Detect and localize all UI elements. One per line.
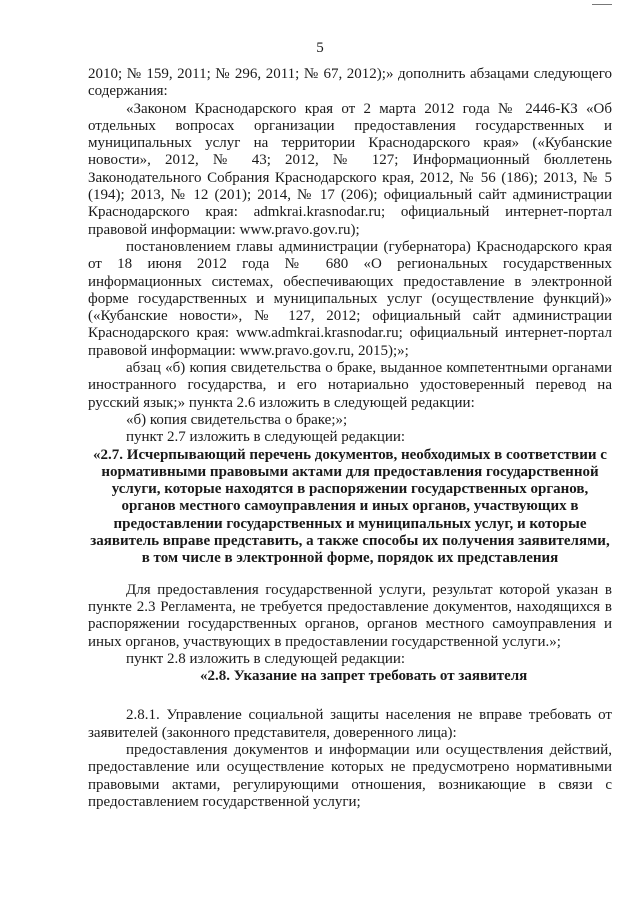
paragraph-27-text: Для предоставления государственной услуги, результат которой указан в пункте 2.3 Регламента, не требуется предоставление документов, находящихся в распоряжении государственных органов, органов местного самоуправления и иных органов, участвующих в предоставлении государственной услуги.»; [88, 581, 612, 650]
paragraph-28-intro: пункт 2.8 изложить в следующей редакции: [126, 650, 406, 667]
paragraph-law-2446: «Законом Краснодарского края от 2 марта 2012 года № 2446-КЗ «Об отдельных вопросах организации предоставления государственных и муниципальных услуг на территории Краснодарского края» («Кубанские новости», 2012, № 43; 2012, № 127; Информационный бюллетень Законодательного Собрания Краснодарского края, 2012, № 56 (186); 2013, № 5 (194); 2013, № 12 (201); 2014, № 17 (206); официальный сайт администрации Краснодарского края: admkrai.krasnodar.ru; официальный интернет-портал правовой информации: www.pravo.gov.ru); [88, 100, 612, 238]
heading-2-8: «2.8. Указание на запрет требовать от заявителя [200, 668, 528, 685]
paragraph-clause-b: абзац «б) копия свидетельства о браке, выданное компетентными органами иностранного государства, и его нотариально удостоверенный перевод на русский язык;» пункта 2.6 изложить в следующей редакции: [88, 360, 612, 411]
paragraph-decree-680: постановлением главы администрации (губернатора) Краснодарского края от 18 июня 2012 года № 680 «О региональных государственных информационных системах, обеспечивающих предоставление в электронной форме государственных и муниципальных услуг (осуществление функций)» («Кубанские новости», № 127, 2012; официальный сайт администрации Краснодарского края: www.admkrai.krasnodar.ru; официальный интернет-портал правовой информации: www.pravo.gov.ru, 2015);»; [88, 238, 612, 359]
paragraph-last: предоставления документов и информации или осуществления действий, предоставление или осуществление которых не предусмотрено нормативными правовыми актами, регулирующими отношения, возникающие в связи с предоставлением государственной услуги; [88, 741, 612, 810]
paragraph-clause-b-new: «б) копия свидетельства о браке;»; [126, 411, 348, 428]
heading-2-7: «2.7. Исчерпывающий перечень документов, необходимых в соответствии с нормативными правовыми актами для предоставления государственной услуги, которые находятся в распоряжении государственных органов, органов местного самоуправления и иных органов, участвующих в предоставлении государственных и муниципальных услуг, и которые заявитель вправе представить, а также способы их получения заявителями, в том числе в электронной форме, порядок их представления [90, 446, 610, 567]
page-number: 5 [316, 40, 324, 56]
document-body [88, 66, 612, 811]
paragraph-27-intro: пункт 2.7 изложить в следующей редакции: [126, 429, 406, 446]
scan-mark [592, 4, 612, 5]
paragraph-2-8-1: 2.8.1. Управление социальной защиты населения не вправе требовать от заявителей (законного представителя, доверенного лица): [88, 707, 612, 741]
paragraph-continuation: 2010; № 159, 2011; № 296, 2011; № 67, 2012);» дополнить абзацами следующего содержания: [88, 66, 612, 100]
